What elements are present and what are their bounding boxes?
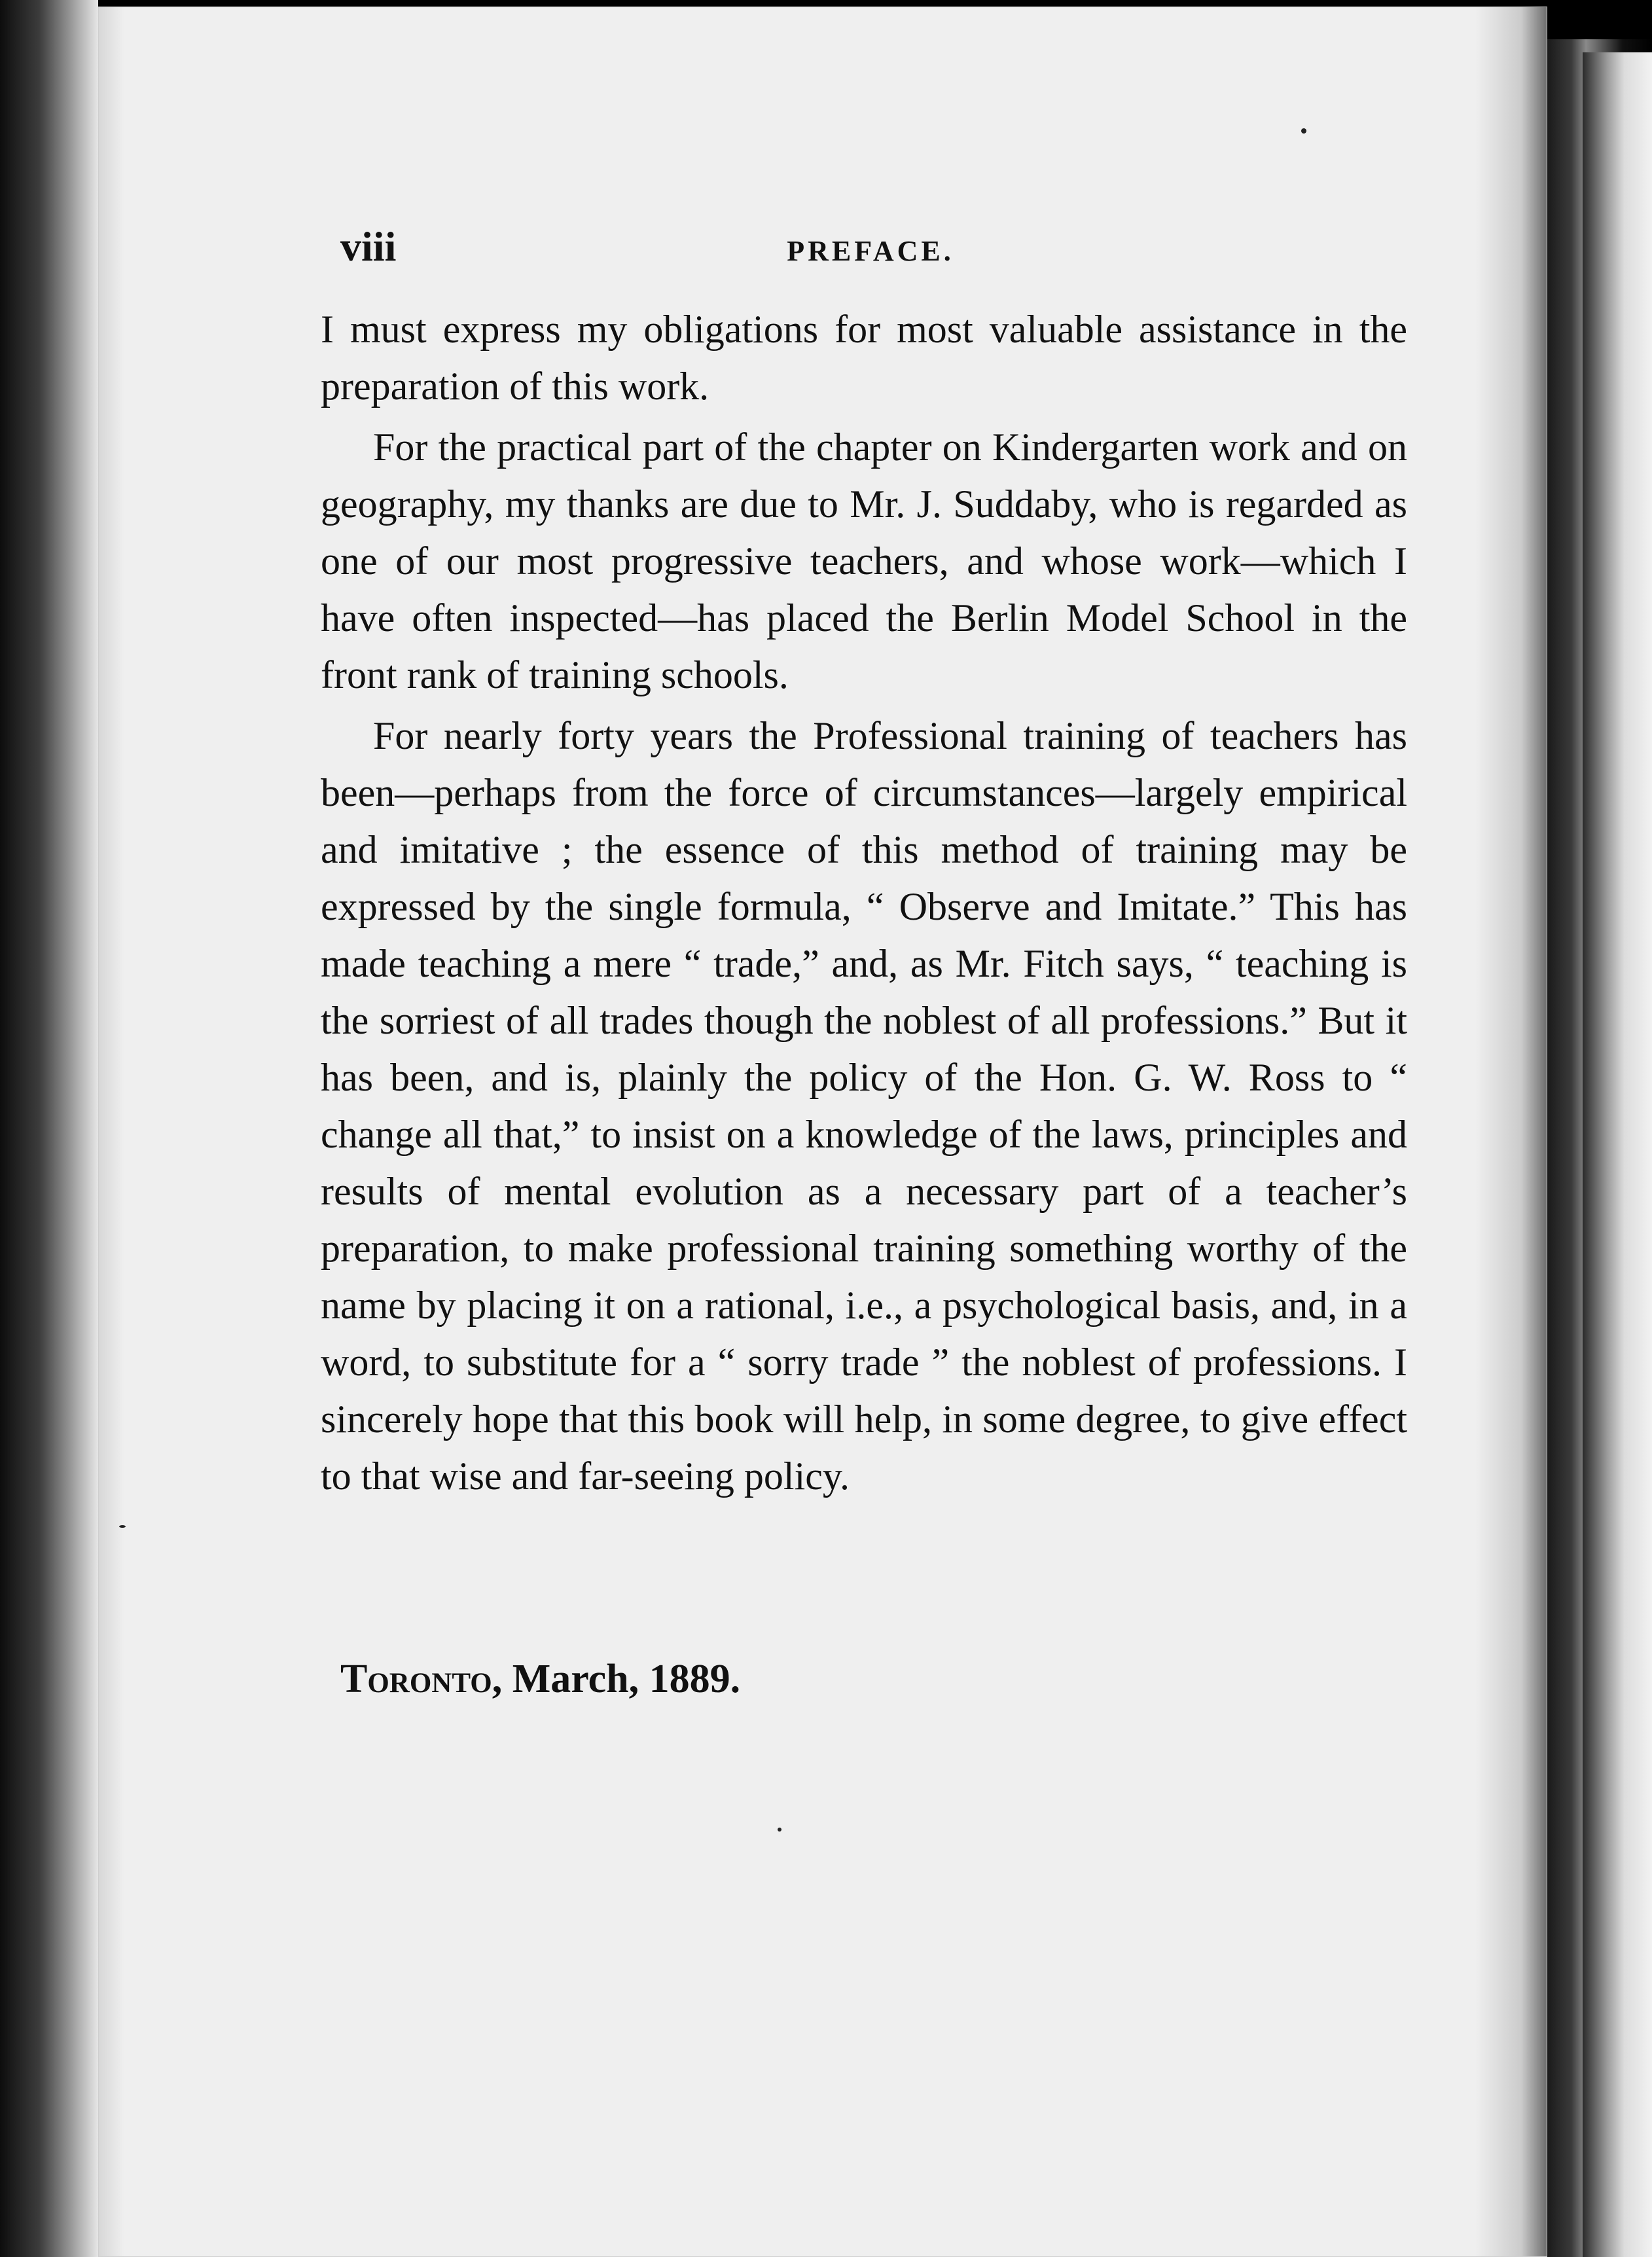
signature-date: March, 1889. [512,1657,741,1701]
paragraph-professional-training: For nearly forty years the Professional training of teachers has been—perhaps from the force of circumstances—largely empirical and imitative ; the essence of this method of training may be expressed by the single formula, “ Observe and Imitate.” This has made teaching a mere “ trade,” and, as Mr. Fitch says, “ teaching is the sorriest of all trades though the noblest of all professions.” But it has been, and is, plainly the policy of the Hon. G. W. Ross to “ change all that,” to insist on a knowledge of the laws, principles and results of mental evolution as a necessary part of a teacher’s preparation, to make professional training something worthy of the name by placing it on a rational, i.e., a psychological basis, and, in a word, to substitute for a “ sorry trade ” the noblest of professions. I sincerely hope that this book will help, in some degree, to give effect to that wise and far-seeing policy. [321,714,1407,1498]
left-page-edge [0,0,98,2257]
facing-page-strip [1583,52,1652,2257]
scan-speck [778,1828,781,1832]
running-head [340,223,1401,275]
running-title: PREFACE. [787,235,954,267]
signature-place: Toronto, [340,1657,503,1701]
scan-speck [119,1525,126,1528]
scan-speck [1301,128,1306,134]
paragraph-acknowledgement: I must express my obligations for most valuable assistance in the preparation of this work. [321,308,1407,408]
paragraph-thanks: For the practical part of the chapter on Kindergarten work and on geography, my thanks are due to Mr. J. Suddaby, who is regarded as one of our most progressive teachers, and whose work—which I have often inspected—has placed the Berlin Model School in the front rank of training schools. [321,425,1407,696]
page-number: viii [340,223,397,270]
signature-line [340,1656,740,1703]
preface-body [321,301,1407,1509]
